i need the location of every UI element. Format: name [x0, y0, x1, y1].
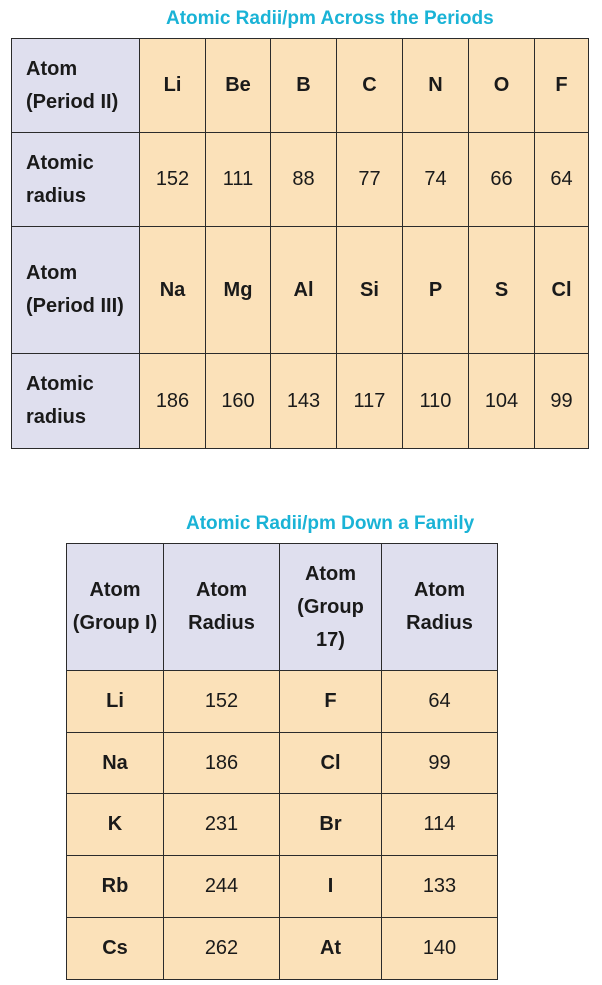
table-cell: Na	[67, 733, 164, 794]
table-cell: Mg	[206, 227, 271, 354]
table-cell: 64	[535, 133, 589, 227]
table-cell: F	[280, 671, 382, 733]
family-table-title: Atomic Radii/pm Down a Family	[186, 513, 475, 534]
table-row	[67, 856, 498, 918]
table-cell: Be	[206, 39, 271, 133]
table-cell: 143	[271, 354, 337, 449]
table-cell: Li	[67, 671, 164, 733]
table-row	[12, 354, 589, 449]
table-row	[12, 133, 589, 227]
table-cell: Na	[140, 227, 206, 354]
column-header: Atom Radius	[382, 544, 498, 671]
row-header: Atomic radius	[12, 133, 140, 227]
table-cell: 64	[382, 671, 498, 733]
table-cell: 111	[206, 133, 271, 227]
table-header-row	[67, 544, 498, 671]
table-cell: 117	[337, 354, 403, 449]
table-cell: Li	[140, 39, 206, 133]
table-cell: N	[403, 39, 469, 133]
row-header: Atomic radius	[12, 354, 140, 449]
table-row	[67, 671, 498, 733]
table-cell: Rb	[67, 856, 164, 918]
table-cell: K	[67, 794, 164, 856]
table-cell: 99	[535, 354, 589, 449]
table-row	[67, 733, 498, 794]
table-cell: 231	[164, 794, 280, 856]
table-cell: 77	[337, 133, 403, 227]
table-cell: 133	[382, 856, 498, 918]
column-header: Atom (Group I)	[67, 544, 164, 671]
table-cell: 160	[206, 354, 271, 449]
table-row	[12, 39, 589, 133]
table-cell: Cs	[67, 918, 164, 980]
table-cell: At	[280, 918, 382, 980]
table-cell: 262	[164, 918, 280, 980]
table-cell: 186	[164, 733, 280, 794]
table-row	[67, 918, 498, 980]
column-header: Atom (Group 17)	[280, 544, 382, 671]
table-cell: 88	[271, 133, 337, 227]
table-cell: 110	[403, 354, 469, 449]
family-table	[66, 543, 498, 980]
table-cell: 140	[382, 918, 498, 980]
table-cell: 114	[382, 794, 498, 856]
table-cell: 66	[469, 133, 535, 227]
table-row	[12, 227, 589, 354]
table-cell: 74	[403, 133, 469, 227]
table-cell: 244	[164, 856, 280, 918]
table-cell: Cl	[535, 227, 589, 354]
table-cell: C	[337, 39, 403, 133]
table-cell: O	[469, 39, 535, 133]
table-cell: F	[535, 39, 589, 133]
row-header: Atom (Period II)	[12, 39, 140, 133]
row-header: Atom (Period III)	[12, 227, 140, 354]
table-cell: Si	[337, 227, 403, 354]
table-cell: 186	[140, 354, 206, 449]
table-cell: 99	[382, 733, 498, 794]
column-header: Atom Radius	[164, 544, 280, 671]
table-cell: S	[469, 227, 535, 354]
table-cell: I	[280, 856, 382, 918]
table-cell: Br	[280, 794, 382, 856]
table-cell: 152	[164, 671, 280, 733]
table-cell: Al	[271, 227, 337, 354]
table-cell: B	[271, 39, 337, 133]
table-cell: 104	[469, 354, 535, 449]
period-table	[11, 38, 589, 449]
table-cell: Cl	[280, 733, 382, 794]
period-table-title: Atomic Radii/pm Across the Periods	[166, 8, 494, 29]
table-cell: 152	[140, 133, 206, 227]
table-cell: P	[403, 227, 469, 354]
table-row	[67, 794, 498, 856]
